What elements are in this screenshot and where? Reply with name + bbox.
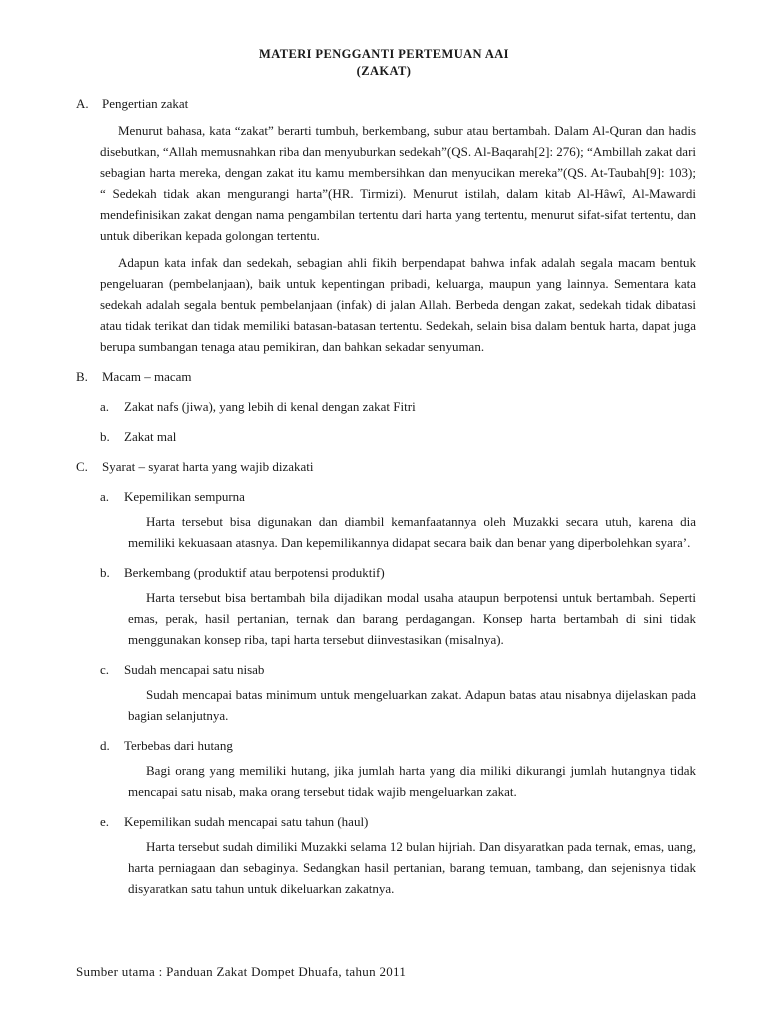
section-a-paragraph-2: Adapun kata infak dan sedekah, sebagian ahli fikih berpendapat bahwa infak adalah segala macam bentuk pengeluaran (pembelanjaan), baik untuk kepentingan pribadi, keluarga, maupun yang lainnya. Sementara kata sedekah adalah segala bentuk pembelanjaan (infak) di jalan Allah. Berbeda dengan zakat, sedekah tidak dibatasi atau tidak terikat dan tidak memiliki batasan-batasan tertentu. Sedekah, selain bisa dalam bentuk harta, dapat juga berupa sumbangan tenaga atau pemikiran, dan bahkan sekadar senyuman.: [100, 255, 696, 354]
section-b-item-a-label: Zakat nafs (jiwa), yang lebih di kenal dengan zakat Fitri: [124, 399, 416, 414]
section-b-item-b-marker: b.: [100, 429, 110, 444]
source-footer: Sumber utama : Panduan Zakat Dompet Dhuafa, tahun 2011: [76, 964, 407, 979]
section-c-item-e-text: Harta tersebut sudah dimiliki Muzakki selama 12 bulan hijriah. Dan disyaratkan pada ternak, emas, uang, harta perniagaan dan sebaginya. Sedangkan hasil pertanian, barang temuan, tambang, dan sejenisnya tidak disyaratkan satu tahun untuk dikeluarkan zakatnya.: [128, 839, 696, 896]
section-c-item-d: [72, 735, 696, 756]
section-c-item-d-label: Terbebas dari hutang: [124, 738, 233, 753]
section-c-item-b-text: Harta tersebut bisa bertambah bila dijadikan modal usaha ataupun berpotensi untuk bertambah. Seperti emas, perak, hasil pertanian, ternak dan barang perdagangan. Konsep harta bertambah di sini tidak menggunakan konsep riba, tapi harta tersebut diinvestasikan (misalnya).: [128, 590, 696, 647]
section-c-item-b: [72, 562, 696, 583]
section-c-item-a-marker: a.: [100, 489, 110, 504]
section-c-item-a: [72, 486, 696, 507]
section-a-heading: [72, 93, 696, 114]
section-c-item-e-label: Kepemilikan sudah mencapai satu tahun (haul): [124, 814, 369, 829]
section-c-item-a-label: Kepemilikan sempurna: [124, 489, 245, 504]
section-c-item-b-label: Berkembang (produktif atau berpotensi produktif): [124, 565, 385, 580]
title-line-2: (ZAKAT): [356, 64, 412, 78]
section-c-heading: [72, 456, 696, 477]
section-b-marker: B.: [76, 369, 88, 384]
title-line-1: MATERI PENGGANTI PERTEMUAN AAI: [259, 47, 509, 61]
section-c-item-c: [72, 659, 696, 680]
section-b-item-a: [72, 396, 696, 417]
document-title: [72, 46, 696, 80]
section-a-paragraph-1: Menurut bahasa, kata “zakat” berarti tumbuh, berkembang, subur atau bertambah. Dalam Al-Quran dan hadis disebutkan, “Allah memusnahkan riba dan menyuburkan sedekah”(QS. Al-Baqarah[2]: 276); “Ambillah zakat dari sebagian harta mereka, dengan zakat itu kamu membersihkan dan menyucikan mereka”(QS. At-Taubah[9]: 103); “ Sedekah tidak akan mengurangi harta”(HR. Tirmizi). Menurut istilah, dalam kitab Al-Hâwî, Al-Mawardi mendefinisikan zakat dengan nama pengambilan tertentu dari harta yang tertentu, menurut sifat-sifat tertentu, dan untuk diberikan kepada golongan tertentu.: [100, 123, 697, 243]
section-c-marker: C.: [76, 459, 88, 474]
section-b-heading: [72, 366, 696, 387]
section-b-item-b: [72, 426, 696, 447]
section-c-item-d-text: Bagi orang yang memiliki hutang, jika jumlah harta yang dia miliki dikurangi jumlah hutangnya tidak mencapai satu nisab, maka orang tersebut tidak wajib mengeluarkan zakat.: [128, 763, 696, 799]
section-c-item-b-marker: b.: [100, 565, 110, 580]
section-c-item-c-marker: c.: [100, 662, 110, 677]
section-b-item-a-marker: a.: [100, 399, 110, 414]
section-a-marker: A.: [76, 96, 89, 111]
section-c-title: Syarat – syarat harta yang wajib dizakati: [102, 459, 314, 474]
section-c-item-c-text: Sudah mencapai batas minimum untuk mengeluarkan zakat. Adapun batas atau nisabnya dijelaskan pada bagian selanjutnya.: [128, 687, 696, 723]
section-c-item-e-marker: e.: [100, 814, 110, 829]
section-c-item-a-text: Harta tersebut bisa digunakan dan diambil kemanfaatannya oleh Muzakki secara utuh, karena dia memiliki kekuasaan atasnya. Dan kepemilikannya didapat secara baik dan benar yang diperbolehkan syara’.: [128, 514, 696, 550]
section-c-item-d-marker: d.: [100, 738, 110, 753]
section-b-item-b-label: Zakat mal: [124, 429, 177, 444]
section-a-title: Pengertian zakat: [102, 96, 189, 111]
section-c-item-e: [72, 811, 696, 832]
section-b-title: Macam – macam: [102, 369, 192, 384]
section-c-item-c-label: Sudah mencapai satu nisab: [124, 662, 265, 677]
